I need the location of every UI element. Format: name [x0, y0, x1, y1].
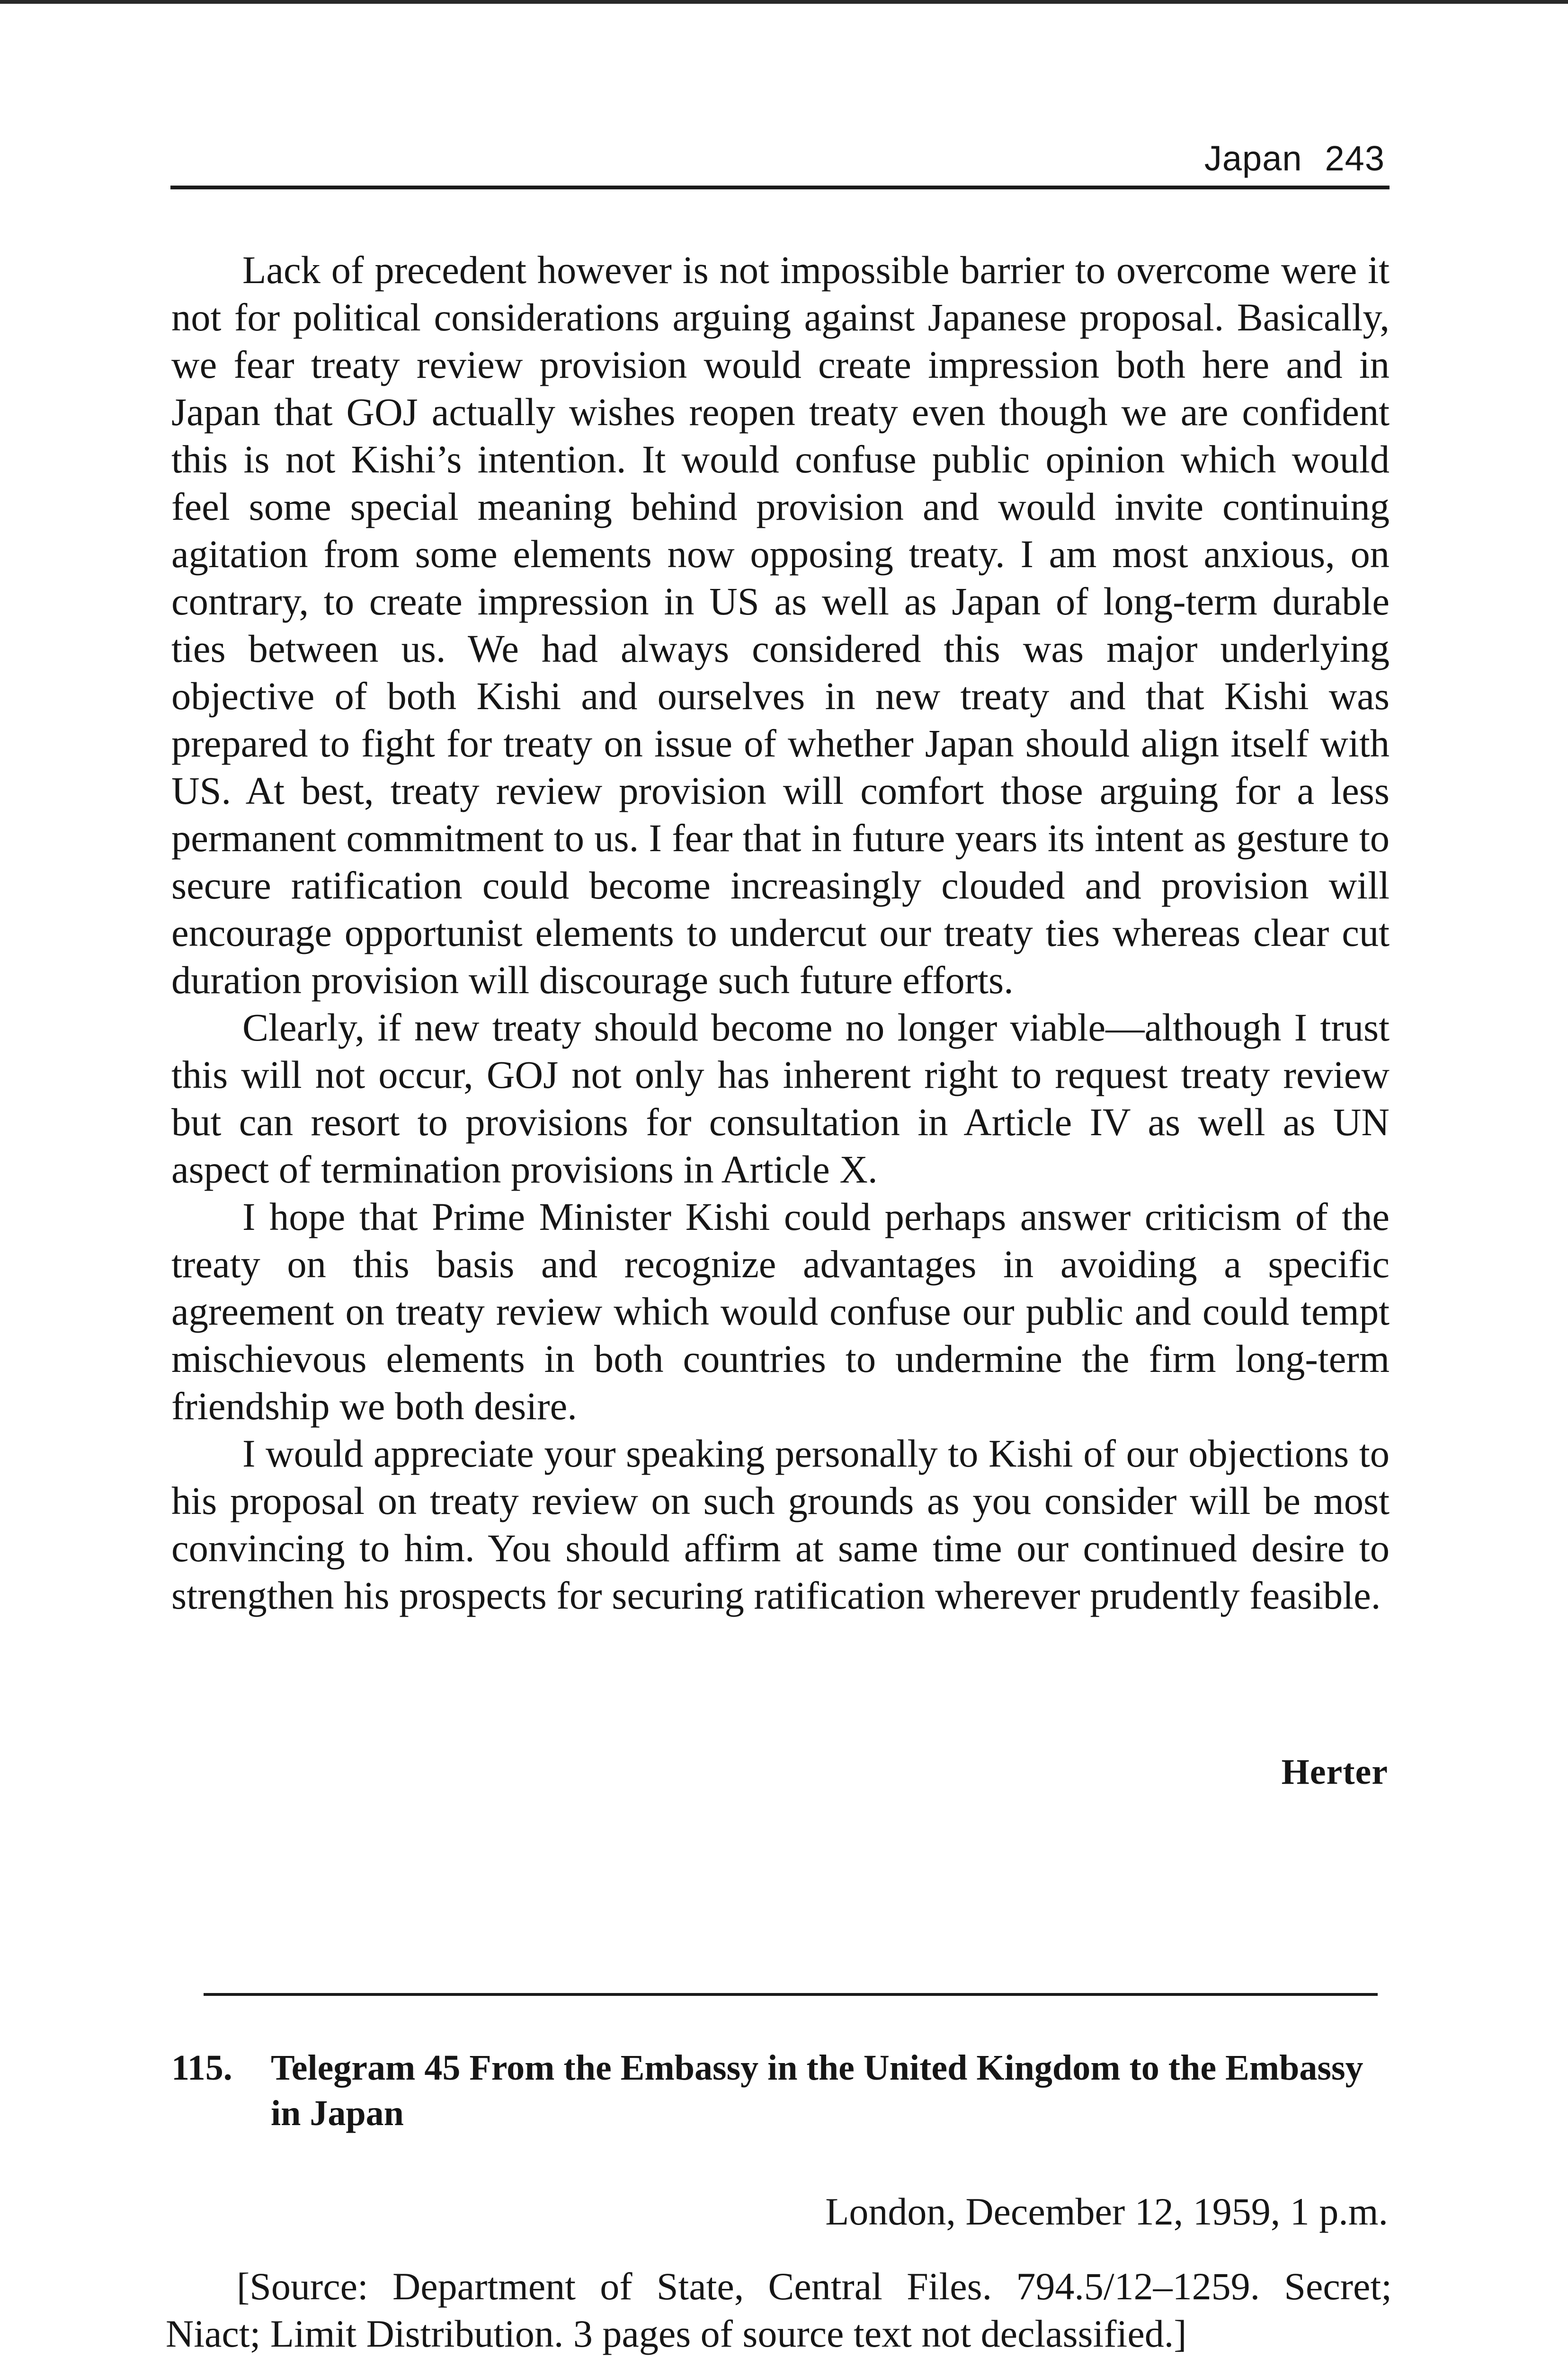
section-divider: [204, 1993, 1378, 1996]
document-heading: [171, 2045, 1388, 2136]
signature: Herter: [1281, 1752, 1388, 1792]
page-number: 243: [1325, 139, 1385, 178]
paragraph-2: Clearly, if new treaty should become no longer viable—although I trust this will not occur, GOJ not only has inherent right to request treaty review but can resort to provisions for consultation in Article IV as well as UN aspect of termination provisions in Article X.: [171, 1006, 1390, 1191]
document-number: 115.: [171, 2048, 232, 2088]
document-title: Telegram 45 From the Embassy in the United Kingdom to the Embassy in Japan: [271, 2048, 1363, 2133]
body-text: [171, 246, 1390, 1619]
paragraph-1: Lack of precedent however is not impossible barrier to overcome were it not for political considerations arguing against Japanese proposal. Basically, we fear treaty review provision would create impression both here and in Japan that GOJ actually wishes reopen treaty even though we are confident this is not Kishi’s intention. It would confuse public opinion which would feel some special meaning behind provision and would invite continuing agitation from some elements now opposing treaty. I am most anxious, on contrary, to create impression in US as well as Japan of long-term durable ties between us. We had always considered this was major underlying objective of both Kishi and ourselves in new treaty and that Kishi was prepared to fight for treaty on issue of whether Japan should align itself with US. At best, treaty review provision will comfort those arguing for a less permanent commitment to us. I fear that in future years its intent as gesture to secure ratification could become increasingly clouded and provision will encourage opportunist elements to undercut our treaty ties whereas clear cut duration provision will discourage such future efforts.: [171, 248, 1390, 1002]
running-head: [170, 129, 1390, 189]
source-note: [Source: Department of State, Central Files. 794.5/12–1259. Secret; Niact; Limit Distribution. 3 pages of source text not declassified.]: [166, 2265, 1392, 2355]
running-head-text: [1204, 138, 1385, 178]
top-edge-rule: [0, 0, 1568, 4]
paragraph-4: I would appreciate your speaking personally to Kishi of our objections to his proposal on treaty review on such grounds as you consider will be most convincing to him. You should affirm at same time our continued desire to strengthen his prospects for securing ratification wherever prudently feasible.: [171, 1432, 1390, 1617]
dateline: London, December 12, 1959, 1 p.m.: [825, 2190, 1388, 2233]
running-head-section: Japan: [1204, 139, 1302, 178]
paragraph-3: I hope that Prime Minister Kishi could perhaps answer criticism of the treaty on this basis and recognize advantages in avoiding a specific agreement on treaty review which would confuse our public and could tempt mischievous elements in both countries to undermine the firm long-term friendship we both desire.: [171, 1195, 1390, 1428]
